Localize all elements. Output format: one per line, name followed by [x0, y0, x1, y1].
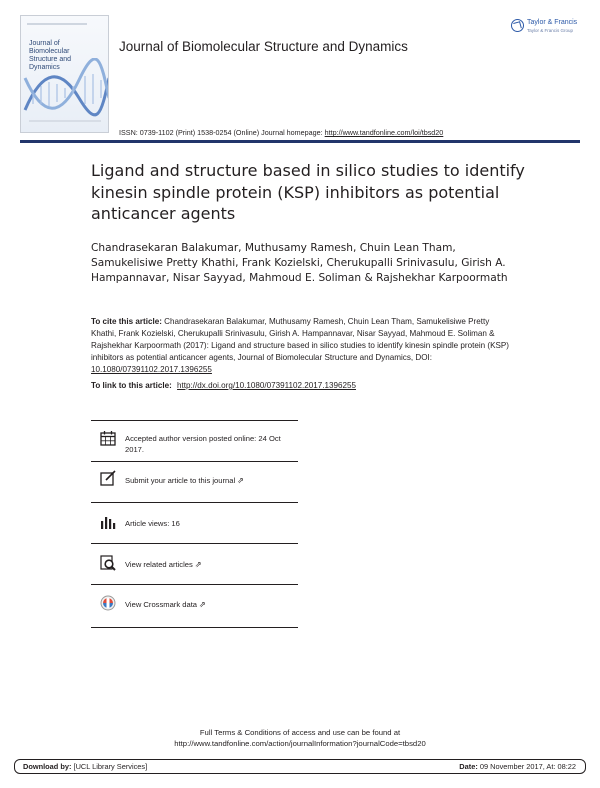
external-link-icon: ⇗	[199, 600, 206, 609]
accepted-date-text: Accepted author version posted online: 24 Oct 2017.	[125, 434, 281, 454]
list-item-crossmark[interactable]	[91, 584, 298, 625]
publisher-logo[interactable]	[511, 17, 583, 37]
cover-decoration	[29, 120, 101, 122]
journal-homepage-link[interactable]: http://www.tandfonline.com/loi/tbsd20	[324, 128, 444, 137]
journal-title: Journal of Biomolecular Structure and Dynamics	[119, 39, 408, 54]
crossmark-icon	[100, 595, 116, 611]
related-articles-row-label	[125, 559, 295, 570]
citation-block	[91, 316, 511, 376]
submit-article-row-label	[125, 475, 295, 486]
list-item-accepted	[91, 420, 298, 461]
publisher-name: Taylor & Francis	[527, 19, 578, 26]
list-item-submit[interactable]	[91, 461, 298, 502]
citation-doi-link[interactable]: 10.1080/07391102.2017.1396255	[91, 365, 212, 374]
download-info-bar	[14, 759, 586, 774]
external-link-icon: ⇗	[237, 476, 244, 485]
submit-article-link[interactable]: Submit your article to this journal	[125, 476, 236, 485]
article-authors: Chandrasekaran Balakumar, Muthusamy Ramesh, Chuin Lean Tham, Samukelisiwe Pretty Khathi, Frank Kozielski, Cherukupalli Srinivasulu, Girish A. Hampannavar, Nisar Sayyad, Mahmoud E. Soliman & Rajshekhar Karpoormath	[91, 242, 508, 284]
issn-line	[119, 128, 443, 137]
terms-line: Full Terms & Conditions of access and use can be found at	[199, 728, 401, 737]
list-item-views	[91, 502, 298, 543]
publisher-subname: Taylor & Francis Group	[527, 28, 574, 33]
cover-title-line2: Structure and Dynamics	[29, 56, 72, 71]
download-date-value: 09 November 2017, At: 08:22	[479, 762, 576, 771]
related-articles-link[interactable]: View related articles	[125, 560, 193, 569]
list-item-related[interactable]	[91, 543, 298, 584]
external-link-icon: ⇗	[194, 560, 202, 569]
download-date-label: Date:	[459, 762, 478, 771]
info-list-divider	[91, 627, 298, 628]
header-divider	[20, 140, 580, 143]
journal-cover-thumbnail[interactable]	[20, 15, 109, 133]
downloaded-by-label: Download by:	[23, 762, 72, 771]
search-icon	[100, 555, 116, 571]
citation-label: To cite this article:	[91, 317, 162, 326]
article-link-line	[91, 381, 356, 390]
downloaded-by	[23, 762, 147, 771]
cover-title-line1: Journal of Biomolecular	[29, 40, 70, 55]
edit-icon	[100, 470, 116, 486]
article-doi-link[interactable]: http://dx.doi.org/10.1080/07391102.2017.1396255	[177, 381, 357, 390]
issn-text: ISSN: 0739-1102 (Print) 1538-0254 (Online) Journal homepage:	[119, 128, 323, 137]
download-date	[459, 762, 576, 771]
article-info-list	[91, 420, 298, 625]
downloaded-by-value: [UCL Library Services]	[73, 762, 148, 771]
bar-chart-icon	[100, 514, 116, 530]
terms-and-conditions	[0, 727, 600, 749]
article-views-text: Article views: 16	[125, 519, 180, 528]
calendar-icon	[100, 430, 116, 446]
dna-helix-image	[21, 58, 109, 118]
crossmark-link[interactable]: View Crossmark data	[125, 600, 198, 609]
cover-decoration	[27, 23, 87, 25]
article-title: Ligand and structure based in silico studies to identify kinesin spindle protein (KSP) inhibitors as potential anticancer agents	[91, 161, 525, 223]
terms-link[interactable]: http://www.tandfonline.com/action/journalInformation?journalCode=tbsd20	[174, 739, 426, 748]
crossmark-row-label	[125, 599, 295, 610]
citation-text: Chandrasekaran Balakumar, Muthusamy Ramesh, Chuin Lean Tham, Samukelisiwe Pretty Khathi, Frank Kozielski, Cherukupalli Srinivasulu, Girish A. Hampannavar, Nisar Sayyad, Mahmoud E. Soliman & Rajshekhar Karpoormath (2017): Ligand and structure based in silico studies to identify kinesin spindle protein (KSP) inhibitors as potential anticancer agents, Journal of Biomolecular Structure and Dynamics, DOI:	[91, 317, 509, 362]
taylor-francis-logo-icon	[511, 19, 524, 32]
article-link-label: To link to this article:	[91, 381, 172, 390]
